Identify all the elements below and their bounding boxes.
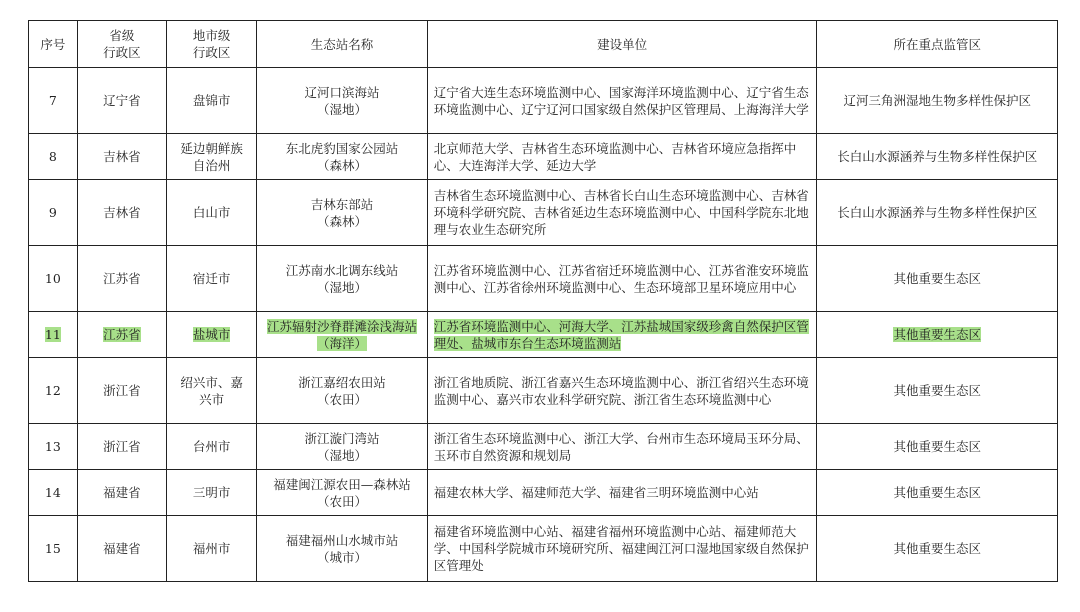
row-station-cell: [257, 358, 427, 424]
row-station-cell: [257, 470, 427, 516]
header-province: 省级 行政区: [77, 21, 166, 68]
row-zone-cell: [817, 424, 1058, 470]
row-zone-cell: [817, 246, 1058, 312]
row-province-cell-text: 浙江省: [103, 383, 141, 398]
table-row: [29, 516, 1058, 582]
row-zone-cell: [817, 470, 1058, 516]
row-province-cell: [77, 312, 166, 358]
row-province-cell-text: 吉林省: [103, 205, 141, 220]
row-city-cell: [167, 312, 257, 358]
row-province-cell: [77, 424, 166, 470]
row-builder-cell: [427, 312, 817, 358]
table-container: [28, 20, 1058, 582]
row-no-cell-text: 10: [44, 271, 61, 286]
row-no-cell: [29, 68, 78, 134]
row-province-cell: [77, 470, 166, 516]
row-city-cell: [167, 68, 257, 134]
row-no-cell-text: 8: [48, 149, 57, 164]
row-builder-cell-text: 江苏省环境监测中心、江苏省宿迁环境监测中心、江苏省淮安环境监测中心、江苏省徐州环境监测中心、生态环境部卫星环境应用中心: [433, 262, 809, 295]
row-builder-cell: [427, 246, 817, 312]
row-city-cell-text: 宿迁市: [192, 271, 231, 286]
row-builder-cell-text: 福建省环境监测中心站、福建省福州环境监测中心站、福建师范大学、中国科学院城市环境研究所、福建闽江河口湿地国家级自然保护区管理处: [433, 524, 809, 573]
row-zone-cell: [817, 68, 1058, 134]
row-builder-cell: [427, 134, 817, 180]
row-province-cell: [77, 358, 166, 424]
row-zone-cell-text: 其他重要生态区: [893, 327, 981, 342]
table-row: [29, 246, 1058, 312]
row-station-cell-text: 福建福州山水城市站 （城市）: [285, 532, 399, 565]
row-zone-cell-text: 其他重要生态区: [893, 541, 981, 556]
row-province-cell-text: 辽宁省: [103, 93, 141, 108]
row-zone-cell: [817, 516, 1058, 582]
row-city-cell: [167, 424, 257, 470]
row-city-cell-text: 绍兴市、嘉 兴市: [180, 374, 243, 407]
row-province-cell-text: 江苏省: [103, 327, 141, 342]
row-zone-cell: [817, 312, 1058, 358]
table-row: [29, 68, 1058, 134]
row-zone-cell: [817, 134, 1058, 180]
row-city-cell-text: 台州市: [192, 439, 231, 454]
table-row: [29, 470, 1058, 516]
row-no-cell: [29, 516, 78, 582]
row-city-cell: [167, 180, 257, 246]
row-station-cell-text: 辽河口滨海站 （湿地）: [304, 84, 380, 117]
row-city-cell-text: 盐城市: [192, 327, 231, 342]
row-builder-cell: [427, 68, 817, 134]
row-zone-cell: [817, 358, 1058, 424]
row-no-cell-text: 11: [44, 327, 61, 342]
row-no-cell: [29, 312, 78, 358]
row-builder-cell-text: 浙江省地质院、浙江省嘉兴生态环境监测中心、浙江省绍兴生态环境监测中心、嘉兴市农业科学研究院、浙江省生态环境监测中心: [433, 374, 809, 407]
row-station-cell: [257, 246, 427, 312]
row-zone-cell-text: 辽河三角洲湿地生物多样性保护区: [843, 93, 1031, 108]
row-station-cell: [257, 68, 427, 134]
row-builder-cell: [427, 424, 817, 470]
row-city-cell: [167, 470, 257, 516]
row-zone-cell-text: 其他重要生态区: [893, 271, 981, 286]
row-station-cell-text: 江苏南水北调东线站 （湿地）: [285, 262, 399, 295]
table-row: [29, 358, 1058, 424]
row-city-cell: [167, 246, 257, 312]
row-city-cell-text: 盘锦市: [192, 93, 231, 108]
row-builder-cell-text: 北京师范大学、吉林省生态环境监测中心、吉林省环境应急指挥中心、大连海洋大学、延边大学: [433, 140, 797, 173]
header-city: 地市级 行政区: [167, 21, 257, 68]
row-province-cell-text: 吉林省: [103, 149, 141, 164]
row-city-cell-text: 福州市: [192, 541, 231, 556]
row-no-cell-text: 13: [44, 439, 61, 454]
row-province-cell-text: 江苏省: [103, 271, 141, 286]
row-builder-cell: [427, 180, 817, 246]
row-no-cell: [29, 134, 78, 180]
row-no-cell: [29, 470, 78, 516]
row-station-cell-text: 浙江漩门湾站 （湿地）: [304, 430, 380, 463]
row-province-cell-text: 浙江省: [103, 439, 141, 454]
row-no-cell-text: 9: [48, 205, 57, 220]
row-builder-cell-text: 福建农林大学、福建师范大学、福建省三明环境监测中心站: [433, 485, 759, 500]
row-no-cell: [29, 246, 78, 312]
row-zone-cell-text: 长白山水源涵养与生物多样性保护区: [837, 149, 1038, 164]
row-province-cell: [77, 134, 166, 180]
row-no-cell-text: 7: [48, 93, 57, 108]
row-builder-cell: [427, 470, 817, 516]
table-row: [29, 134, 1058, 180]
row-province-cell-text: 福建省: [103, 485, 141, 500]
row-station-cell: [257, 134, 427, 180]
row-station-cell: [257, 180, 427, 246]
ecological-station-table: [28, 20, 1058, 582]
row-station-cell-text: 东北虎豹国家公园站 （森林）: [285, 140, 399, 173]
row-zone-cell-text: 其他重要生态区: [893, 383, 981, 398]
row-builder-cell-text: 江苏省环境监测中心、河海大学、江苏盐城国家级珍禽自然保护区管理处、盐城市东台生态环境监测站: [433, 318, 809, 351]
row-builder-cell-text: 浙江省生态环境监测中心、浙江大学、台州市生态环境局玉环分局、玉环市自然资源和规划局: [433, 430, 809, 463]
row-zone-cell-text: 其他重要生态区: [893, 439, 981, 454]
row-no-cell-text: 15: [44, 541, 61, 556]
row-city-cell-text: 延边朝鲜族 自治州: [180, 140, 243, 173]
row-station-cell: [257, 424, 427, 470]
row-zone-cell-text: 其他重要生态区: [893, 485, 981, 500]
header-zone: 所在重点监管区: [817, 21, 1058, 68]
table-row: [29, 180, 1058, 246]
row-station-cell-text: 吉林东部站 （森林）: [310, 196, 374, 229]
row-station-cell-text: 浙江嘉绍农田站 （农田）: [298, 374, 386, 407]
row-builder-cell: [427, 358, 817, 424]
row-station-cell-text: 江苏辐射沙脊群滩涂浅海站（海洋）: [267, 318, 418, 351]
row-builder-cell: [427, 516, 817, 582]
row-city-cell-text: 三明市: [192, 485, 231, 500]
row-province-cell: [77, 246, 166, 312]
row-province-cell: [77, 68, 166, 134]
table-header-row: [29, 21, 1058, 68]
row-builder-cell-text: 辽宁省大连生态环境监测中心、国家海洋环境监测中心、辽宁省生态环境监测中心、辽宁辽河口国家级自然保护区管理局、上海海洋大学: [433, 84, 809, 117]
row-station-cell-text: 福建闽江源农田—森林站 （农田）: [273, 476, 411, 509]
header-builder: 建设单位: [427, 21, 817, 68]
table-row: [29, 424, 1058, 470]
row-zone-cell: [817, 180, 1058, 246]
header-station: 生态站名称: [257, 21, 427, 68]
row-no-cell: [29, 180, 78, 246]
row-province-cell-text: 福建省: [103, 541, 141, 556]
row-province-cell: [77, 516, 166, 582]
row-city-cell: [167, 358, 257, 424]
row-no-cell: [29, 424, 78, 470]
row-station-cell: [257, 516, 427, 582]
header-no: 序号: [29, 21, 78, 68]
row-city-cell: [167, 516, 257, 582]
table-row: [29, 312, 1058, 358]
row-station-cell: [257, 312, 427, 358]
row-no-cell-text: 14: [44, 485, 61, 500]
row-city-cell: [167, 134, 257, 180]
row-city-cell-text: 白山市: [192, 205, 231, 220]
row-no-cell-text: 12: [44, 383, 61, 398]
row-zone-cell-text: 长白山水源涵养与生物多样性保护区: [837, 205, 1038, 220]
row-builder-cell-text: 吉林省生态环境监测中心、吉林省长白山生态环境监测中心、吉林省环境科学研究院、吉林省延边生态环境监测中心、中国科学院东北地理与农业生态研究所: [433, 188, 809, 237]
row-no-cell: [29, 358, 78, 424]
row-province-cell: [77, 180, 166, 246]
